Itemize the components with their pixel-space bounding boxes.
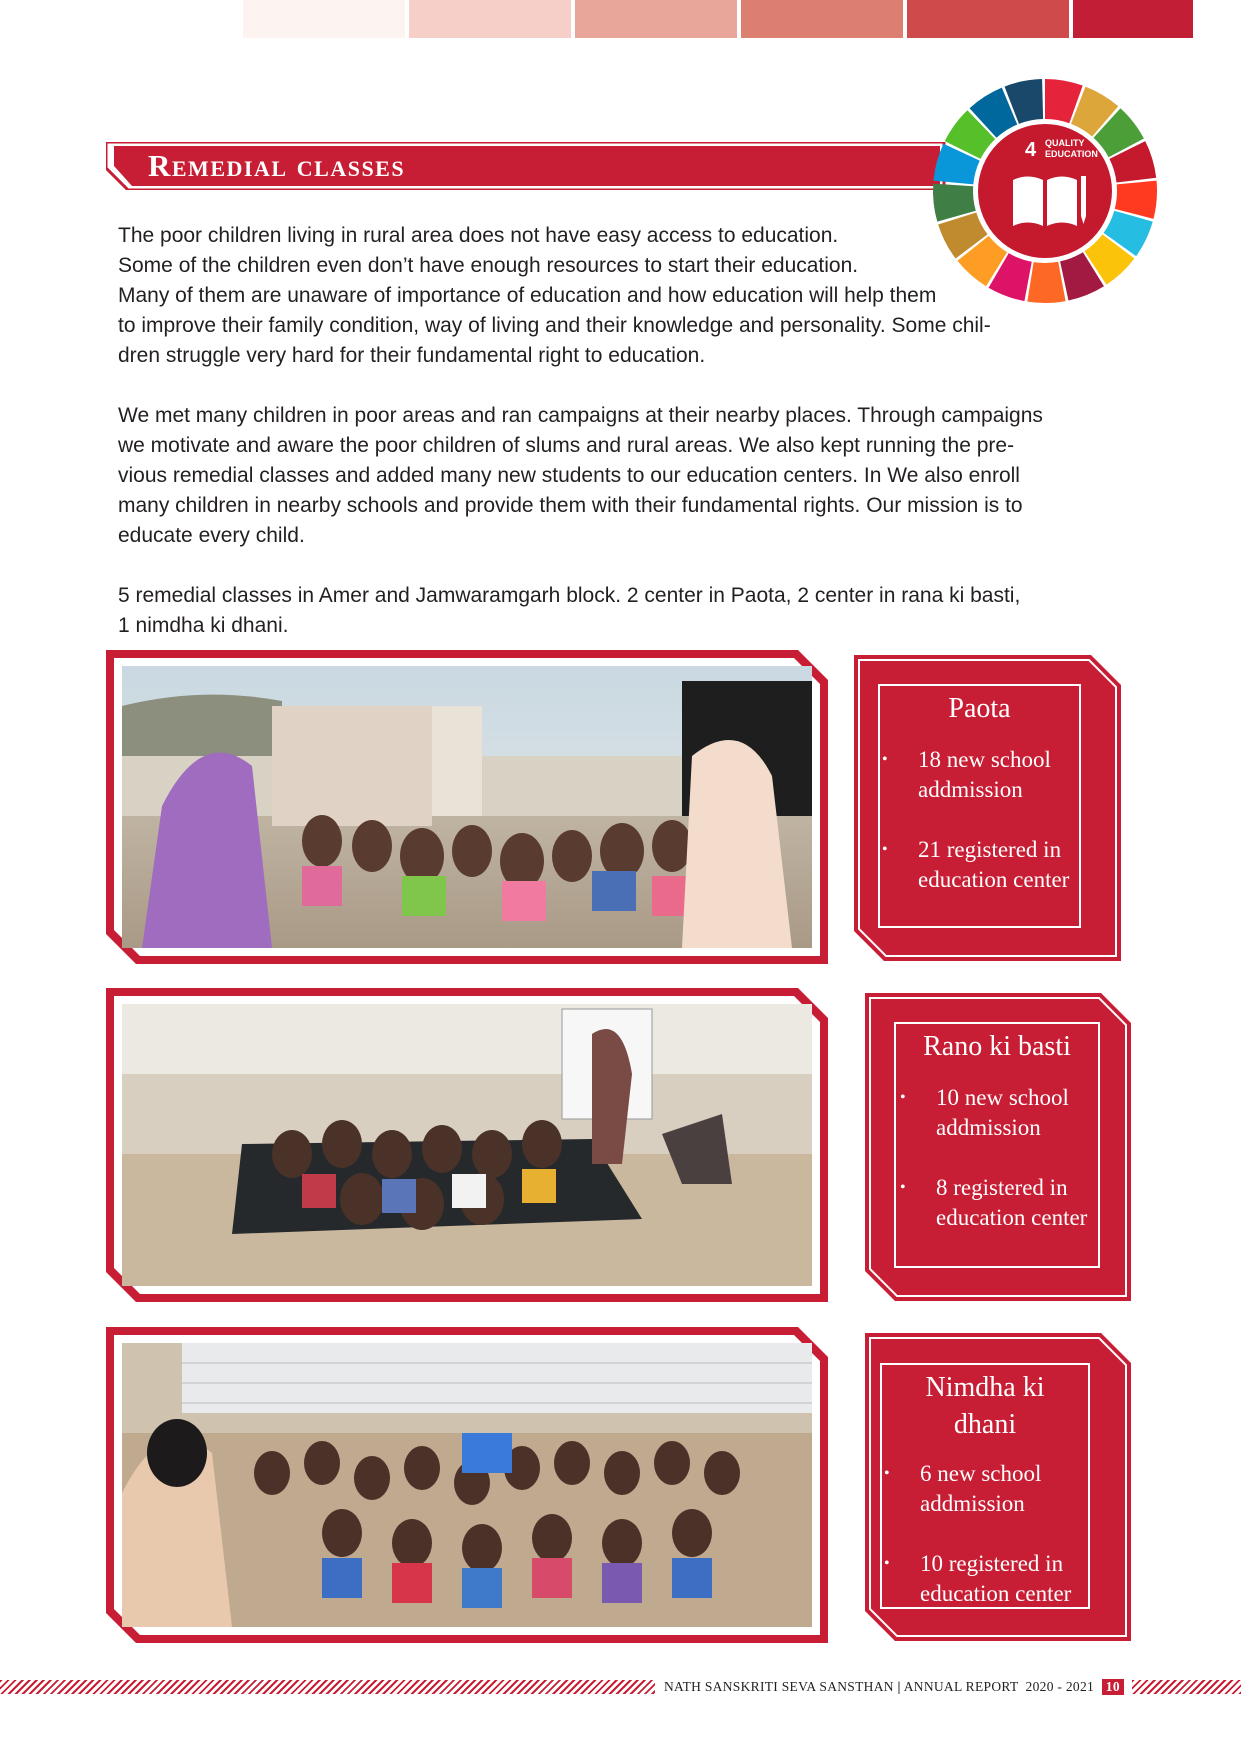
classroom-photo [122,1004,812,1286]
sdg-goal-number: 4 [1025,139,1037,161]
text-line: dren struggle very hard for their fundamental right to education. [118,344,706,367]
text-line: to improve their family condition, way of living and their knowledge and personality. Some chil- [118,314,991,337]
top-color-strip [243,0,1193,38]
strip-segment [741,0,903,38]
text-line: We met many children in poor areas and ran campaigns at their nearby places. Through campaigns [118,404,1043,427]
stat-item: • 21 registered in education center [918,835,1079,895]
text-line: we motivate and aware the poor children of slums and rural areas. We also kept running the pre- [118,434,1015,457]
stat-card-inner [880,1363,1090,1609]
text-line: Some of the children even don’t have enough resources to start their education. [118,254,859,277]
text-line: many children in nearby schools and provide them with their fundamental rights. Our mission is to [118,494,1023,517]
text-line: educate every child. [118,524,305,547]
footer-separator: | [897,1679,901,1694]
stat-card-rano-ki-basti [865,993,1131,1301]
strip-segment [409,0,571,38]
text-line: 5 remedial classes in Amer and Jamwaramgarh block. 2 center in Paota, 2 center in rana ki basti, [118,584,1021,607]
intro-paragraph [118,221,1128,371]
strip-segment [575,0,737,38]
stat-card-paota [854,655,1121,961]
footer-report: ANNUAL REPORT 2020 - 2021 [903,1679,1095,1694]
text-line: The poor children living in rural area does not have easy access to education. [118,224,839,247]
strip-segment [243,0,405,38]
stat-item: • 18 new school addmission [918,745,1079,805]
stat-card-nimdha-ki-dhani [865,1333,1131,1641]
center-name: Rano ki basti [923,1031,1071,1062]
center-name: Paota [948,693,1011,724]
footer-hatch-left [0,1680,655,1694]
sdg-goal-title-2: EDUCATION [1045,149,1098,159]
sdg-goal-title-1: QUALITY [1045,138,1085,148]
page-number: 10 [1102,1679,1124,1695]
section-heading [106,142,946,190]
footer [664,1679,1124,1695]
photo-frame-nimdha-ki-dhani [106,1327,828,1643]
photo-frame-paota [106,650,828,964]
footer-hatch-right [1132,1680,1241,1694]
footer-org: NATH SANSKRITI SEVA SANSTHAN [664,1679,894,1694]
classroom-photo [122,1343,812,1627]
open-book-icon [1013,176,1086,226]
text-line: 1 nimdha ki dhani. [118,614,289,637]
stat-card-inner [894,1022,1100,1268]
text-line: Many of them are unaware of importance of education and how education will help them [118,284,937,307]
text-line: vious remedial classes and added many new students to our education centers. In We also enroll [118,464,1020,487]
page-title: Remedial classes [148,148,406,183]
strip-segment [1073,0,1193,38]
stat-card-inner [878,684,1081,928]
stat-item: • 8 registered in education center [936,1173,1098,1233]
classroom-photo [122,666,812,948]
stat-item: • 10 new school addmission [936,1083,1098,1143]
photo-frame-rano-ki-basti [106,988,828,1302]
stat-item: • 10 registered in education center [920,1549,1088,1609]
strip-segment [907,0,1069,38]
centers-summary-paragraph [118,581,1128,641]
stat-item: • 6 new school addmission [920,1459,1088,1519]
center-name: Nimdha ki dhani [925,1372,1045,1440]
campaign-paragraph [118,401,1128,551]
